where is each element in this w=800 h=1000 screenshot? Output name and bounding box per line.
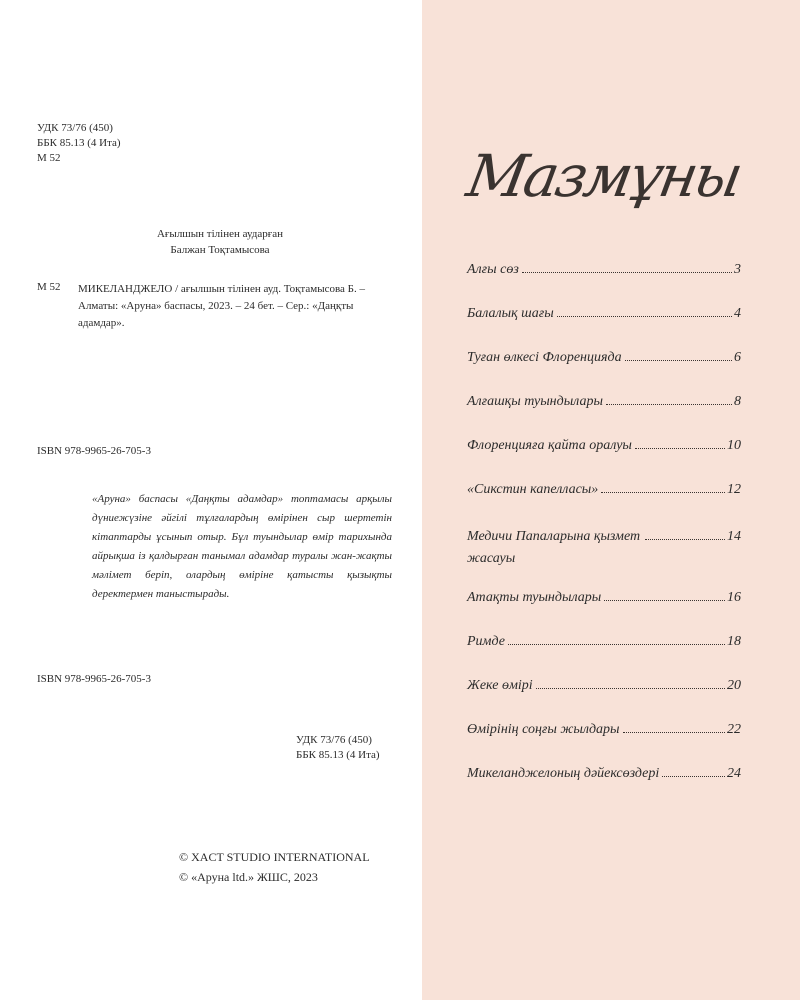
toc-entry[interactable] (467, 634, 741, 678)
udk-line: УДК 73/76 (450) (296, 734, 372, 746)
toc-entry-page: 10 (727, 438, 741, 453)
toc-leader-dots (645, 539, 725, 540)
toc-leader-dots (606, 404, 732, 405)
toc-leader-dots (662, 776, 725, 777)
toc-leader-dots (625, 360, 732, 361)
toc-leader-dots (635, 448, 725, 449)
udk-line: УДК 73/76 (450) (37, 122, 113, 134)
copyright-publisher: © «Аруна ltd.» ЖШС, 2023 (179, 870, 318, 884)
toc-leader-dots (557, 316, 732, 317)
toc-entry[interactable] (467, 306, 741, 350)
toc-entry-title: Атақты туындылары (467, 590, 602, 605)
toc-entry[interactable] (467, 262, 741, 306)
toc-entry-title: Флоренцияға қайта оралуы (467, 438, 632, 453)
toc-entry[interactable] (467, 722, 741, 766)
translator-caption: Ағылшын тілінен аударған (156, 228, 284, 240)
toc-entry-title: Балалық шағы (467, 306, 554, 321)
toc-entry[interactable] (467, 526, 741, 590)
toc-leader-dots (623, 732, 725, 733)
toc-entry-title: Микеланджелоның дәйексөздері (467, 766, 660, 781)
isbn-top: ISBN 978-9965-26-705-3 (37, 445, 151, 457)
udk-top-block (37, 121, 121, 166)
copyright-block (179, 847, 370, 887)
toc-entry[interactable] (467, 766, 741, 810)
toc-entry-page: 12 (727, 482, 741, 497)
bibliographic-record: МИКЕЛАНДЖЕЛО / ағылшын тілінен ауд. Тоқтамысова Б. – Алматы: «Аруна» баспасы, 2023. – 24 бет. – Сер.: «Даңқты адамдар». (78, 283, 365, 329)
annotation-text: «Аруна» баспасы «Даңқты адамдар» топтамасы арқылы дүниежүзіне әйгілі тұлғалардың өмірінен сыр шертетін кітаптарды ұсынып отыр. Бұл туындылар өмір тарихында айрықша із қалдырған танымал адамдар туралы жан-жақты мәлімет беріп, олардың өміріне қатысты қызықты деректермен таныстырады. (92, 493, 392, 600)
toc-entry-page: 16 (727, 590, 741, 605)
translator-name: Балжан Тоқтамысова (170, 244, 270, 256)
toc-entry[interactable] (467, 678, 741, 722)
toc-entry-page: 3 (734, 262, 741, 277)
toc-entry[interactable] (467, 350, 741, 394)
toc-entry-title: «Сикстин капелласы» (467, 482, 599, 497)
toc-entry[interactable] (467, 590, 741, 634)
toc-leader-dots (536, 688, 725, 689)
toc-entry-page: 14 (727, 529, 741, 544)
toc-entry[interactable] (467, 482, 741, 526)
translator-credit (120, 226, 320, 258)
toc-entry-title: Алғашқы туындылары (467, 394, 603, 409)
toc-entry-page: 18 (727, 634, 741, 649)
toc-entry-page: 6 (734, 350, 741, 365)
bbk-line: ББК 85.13 (4 Ита) (296, 749, 380, 761)
toc-leader-dots (508, 644, 725, 645)
toc-entry-title: Туған өлкесі Флоренцияда (467, 350, 622, 365)
toc-entry-title: Алғы сөз (467, 262, 519, 277)
toc-leader-dots (601, 492, 725, 493)
toc-leader-dots (522, 272, 732, 273)
table-of-contents (467, 262, 741, 810)
toc-entry-page: 8 (734, 394, 741, 409)
toc-entry[interactable] (467, 394, 741, 438)
toc-entry-title: Жеке өмірі (467, 678, 533, 693)
toc-leader-dots (604, 600, 725, 601)
contents-title: Мазмұны (462, 142, 746, 210)
toc-entry-page: 24 (727, 766, 741, 781)
toc-entry-title: Римде (467, 634, 505, 649)
author-mark: М 52 (37, 152, 61, 164)
bbk-line: ББК 85.13 (4 Ита) (37, 137, 121, 149)
toc-entry-page: 20 (727, 678, 741, 693)
toc-entry[interactable] (467, 438, 741, 482)
toc-entry-page: 4 (734, 306, 741, 321)
toc-entry-title: Өмірінің соңғы жылдары (467, 722, 620, 737)
udk-bottom-block (296, 733, 380, 763)
copyright-studio: © XACT STUDIO INTERNATIONAL (179, 850, 370, 864)
toc-entry-title: Медичи Папаларына қызмет жасауы (467, 529, 641, 566)
isbn-bottom: ISBN 978-9965-26-705-3 (37, 673, 151, 685)
toc-entry-page: 22 (727, 722, 741, 737)
biblio-code: М 52 (37, 281, 61, 293)
